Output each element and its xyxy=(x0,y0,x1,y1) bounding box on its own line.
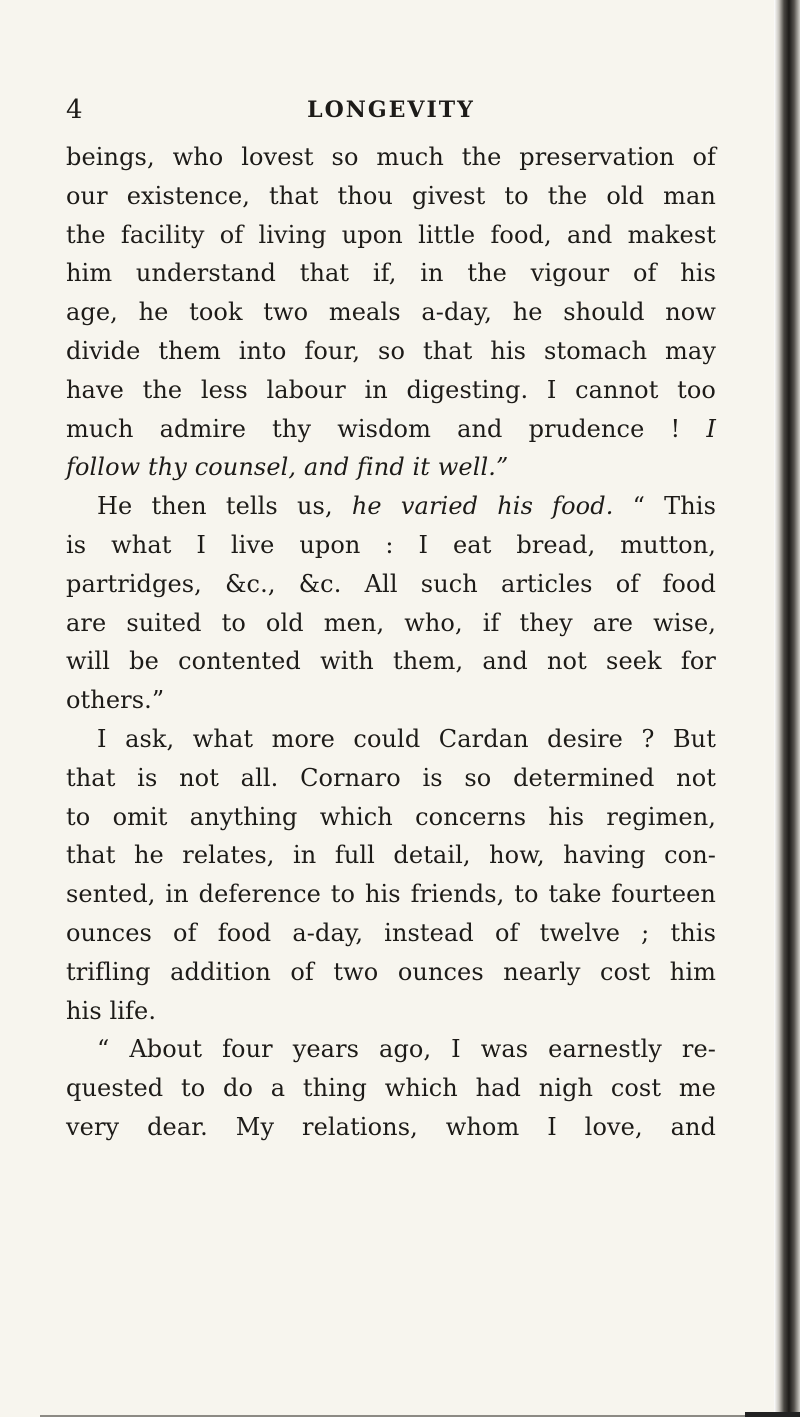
text-line: that he relates, in full detail, how, having con- xyxy=(66,841,716,870)
text-line: sented, in deference to his friends, to take fourteen xyxy=(66,880,716,909)
text-line: our existence, that thou givest to the old man xyxy=(66,181,716,210)
text-line: very dear. My relations, whom I love, and xyxy=(66,1112,716,1141)
italic-run: I xyxy=(706,414,716,443)
text-line: have the less labour in digesting. I cannot too xyxy=(66,375,716,404)
running-head: LONGEVITY xyxy=(307,97,475,123)
text-line: beings, who lovest so much the preservation of xyxy=(66,143,716,171)
text-line: I ask, what more could Cardan desire ? But xyxy=(97,724,716,753)
bottom-corner-shadow xyxy=(745,1412,800,1417)
text-run: much admire thy wisdom and prudence ! xyxy=(66,414,707,443)
text-run: “ This xyxy=(613,492,716,521)
text-line: will be contented with them, and not seek for xyxy=(66,647,716,676)
page-header xyxy=(66,92,716,128)
text-line: him understand that if, in the vigour of his xyxy=(66,259,716,288)
text-line: his life. xyxy=(66,996,157,1025)
text-line: is what I live upon : I eat bread, mutton, xyxy=(66,530,716,559)
page-number: 4 xyxy=(66,95,84,125)
text-line: follow thy counsel, and find it well.” xyxy=(66,453,509,482)
text-line: “ About four years ago, I was earnestly re- xyxy=(97,1035,716,1064)
text-line: age, he took two meals a-day, he should now xyxy=(66,298,716,327)
text-line: that is not all. Cornaro is so determined not xyxy=(66,763,716,792)
body-text xyxy=(66,138,716,1147)
text-run: He then tells us, xyxy=(97,492,352,521)
page-edge-shadow xyxy=(774,0,800,1417)
text-line: to omit anything which concerns his regimen, xyxy=(66,802,716,831)
text-line: quested to do a thing which had nigh cost me xyxy=(66,1074,716,1103)
text-line: others.” xyxy=(66,686,165,715)
text-line: ounces of food a-day, instead of twelve ; this xyxy=(66,918,716,947)
text-line: divide them into four, so that his stomach may xyxy=(66,336,716,365)
text-line: trifling addition of two ounces nearly cost him xyxy=(66,957,716,986)
text-line: the facility of living upon little food, and makest xyxy=(66,220,716,249)
text-line xyxy=(66,410,716,449)
text-line xyxy=(66,487,716,526)
italic-run: he varied his food. xyxy=(351,492,614,521)
text-line: partridges, &c., &c. All such articles of food xyxy=(66,569,716,598)
text-line: are suited to old men, who, if they are wise, xyxy=(66,608,716,637)
